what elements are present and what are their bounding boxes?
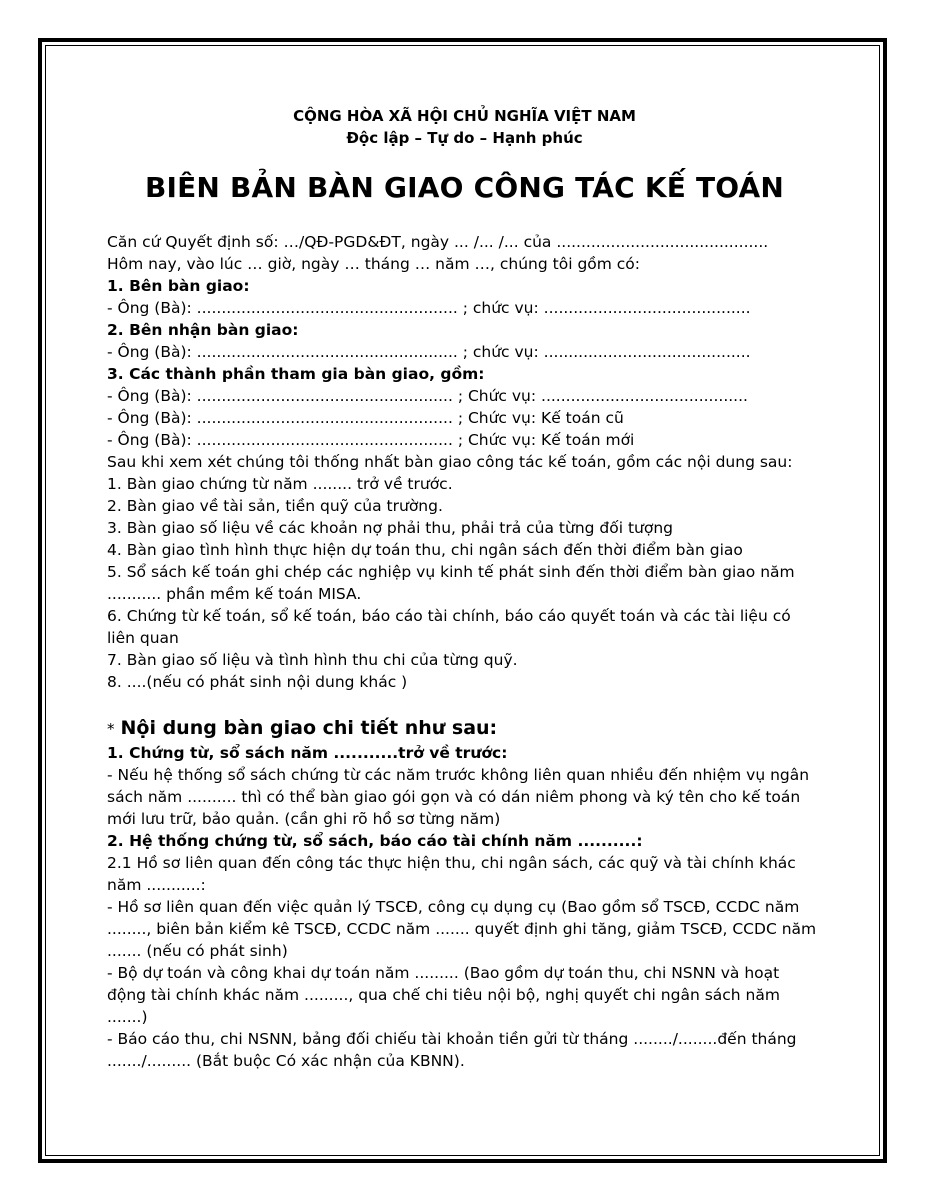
agreement-item: 5. Sổ sách kế toán ghi chép các nghiệp vụ kinh tế phát sinh đến thời điểm bàn giao năm ........... phần mềm kế toán MISA. [107,563,795,603]
detail-sub2-paragraph: - Bộ dự toán và công khai dự toán năm ......... (Bao gồm dự toán thu, chi NSNN và hoạt động tài chính khác năm ........., qua chế chi tiêu nội bộ, nghị quyết chi ngân sách năm .......) [107,964,780,1026]
detail-sub1-heading: 1. Chứng từ, sổ sách năm ...........trở về trước: [107,744,508,762]
detail-sub2-heading: 2. Hệ thống chứng từ, sổ sách, báo cáo tài chính năm ..........: [107,832,643,850]
detail-sub2-paragraph: - Hồ sơ liên quan đến việc quản lý TSCĐ, công cụ dụng cụ (Bao gồm sổ TSCĐ, CCDC năm ........, biên bản kiểm kê TSCĐ, CCDC năm ....... quyết định ghi tăng, giảm TSCĐ, CCDC năm ....... (nếu có phát sinh) [107,898,817,960]
agreement-item: 8. ....(nếu có phát sinh nội dung khác ) [107,673,408,691]
detail-heading-text: Nội dung bàn giao chi tiết như sau: [120,717,498,739]
asterisk-bullet: * [107,720,115,738]
detail-sub2-paragraph: - Báo cáo thu, chi NSNN, bảng đối chiếu tài khoản tiền gửi từ tháng ......../........đến tháng ......./......... (Bắt buộc Có xác nhận của KBNN). [107,1030,797,1070]
party3-heading: 3. Các thành phần tham gia bàn giao, gồm: [107,365,485,383]
document-text [107,231,822,1072]
detail-sub2-paragraph: 2.1 Hồ sơ liên quan đến công tác thực hiện thu, chi ngân sách, các quỹ và tài chính khác năm ...........: [107,854,796,894]
intro-line-2: Hôm nay, vào lúc … giờ, ngày … tháng … năm …, chúng tôi gồm có: [107,255,641,273]
detail-sub1-text: - Nếu hệ thống sổ sách chứng từ các năm trước không liên quan nhiều đến nhiệm vụ ngân sách năm .......... thì có thể bàn giao gói gọn và có dán niêm phong và ký tên cho kế toán mới lưu trữ, bảo quản. (cần ghi rõ hồ sơ từng năm) [107,766,810,828]
party1-heading: 1. Bên bàn giao: [107,277,250,295]
agreement-item: 1. Bàn giao chứng từ năm ........ trở về trước. [107,475,453,493]
detail-heading [107,715,822,742]
party1-line: - Ông (Bà): ..................................................... ; chức vụ: .......................................... [107,299,751,317]
agreement-item: 6. Chứng từ kế toán, sổ kế toán, báo cáo tài chính, báo cáo quyết toán và các tài liệu có liên quan [107,607,791,647]
agreement-item: 3. Bàn giao số liệu về các khoản nợ phải thu, phải trả của từng đối tượng [107,519,674,537]
agreement-intro: Sau khi xem xét chúng tôi thống nhất bàn giao công tác kế toán, gồm các nội dung sau: [107,453,793,471]
party3-line: - Ông (Bà): .................................................... ; Chức vụ: Kế toán mới [107,431,635,449]
agreement-item: 7. Bàn giao số liệu và tình hình thu chi của từng quỹ. [107,651,518,669]
document-title: BIÊN BẢN BÀN GIAO CÔNG TÁC KẾ TOÁN [144,171,785,204]
agreement-item: 2. Bàn giao về tài sản, tiền quỹ của trường. [107,497,443,515]
party3-line: - Ông (Bà): .................................................... ; Chức vụ: Kế toán cũ [107,409,624,427]
party2-line: - Ông (Bà): ..................................................... ; chức vụ: .......................................... [107,343,751,361]
party3-line: - Ông (Bà): .................................................... ; Chức vụ: .......................................... [107,387,748,405]
document-body [107,105,822,1072]
national-motto: Độc lập – Tự do – Hạnh phúc [346,129,583,147]
national-title: CỘNG HÒA XÃ HỘI CHỦ NGHĨA VIỆT NAM [293,107,636,125]
party2-heading: 2. Bên nhận bàn giao: [107,321,299,339]
agreement-item: 4. Bàn giao tình hình thực hiện dự toán thu, chi ngân sách đến thời điểm bàn giao [107,541,743,559]
intro-line-1: Căn cứ Quyết định số: …/QĐ-PGD&ĐT, ngày ... /... /... của ........................................... [107,233,769,251]
